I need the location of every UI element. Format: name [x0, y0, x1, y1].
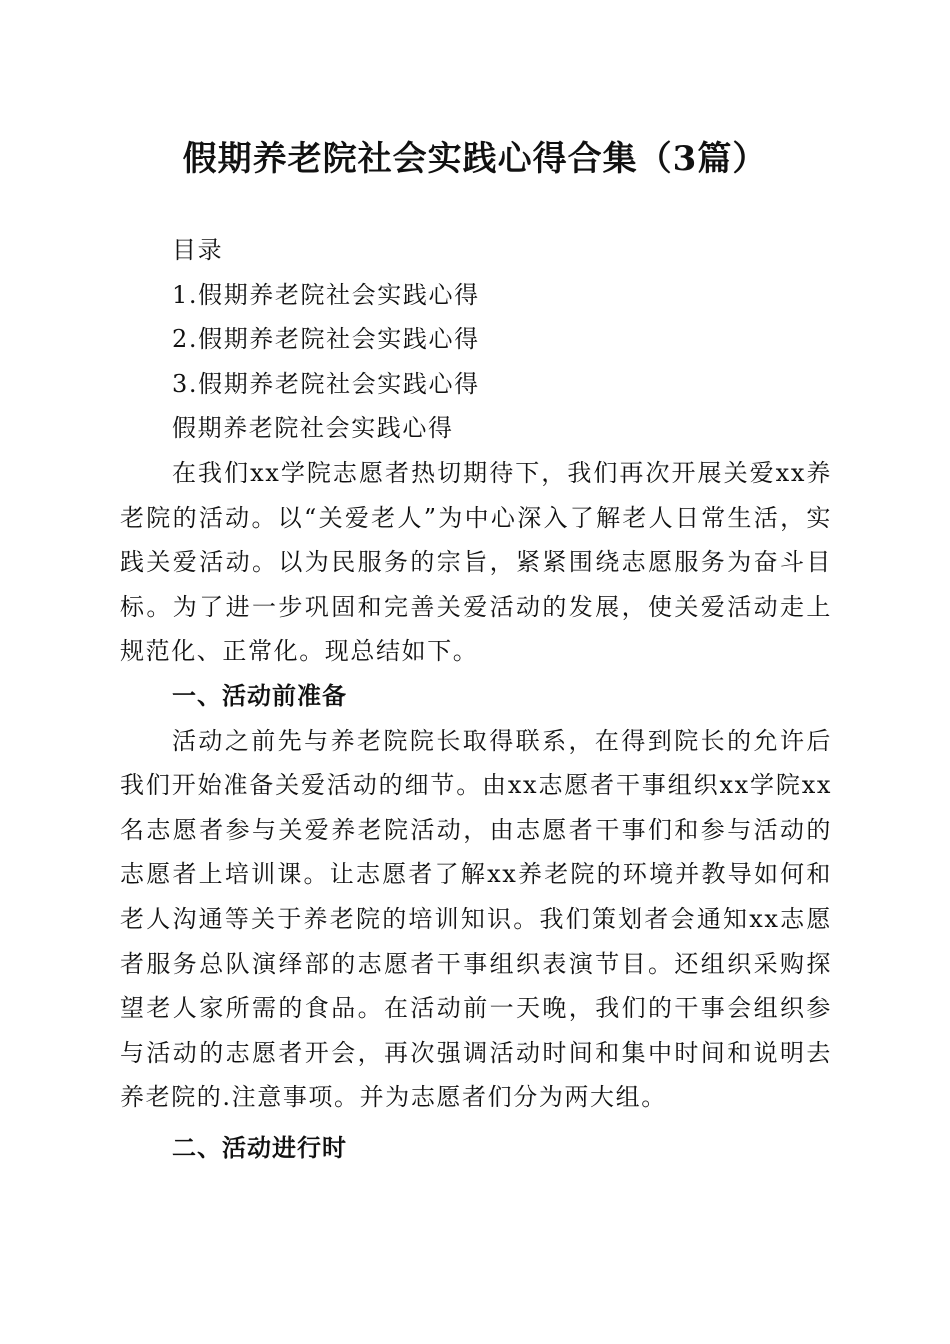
- toc-label: 目录: [172, 236, 224, 264]
- toc-item: 3.假期养老院社会实践心得: [172, 369, 480, 398]
- toc-item: 1.假期养老院社会实践心得: [172, 280, 480, 309]
- document-title: 假期养老院社会实践心得合集（3篇）: [182, 139, 768, 179]
- section-heading-preparation: 一、活动前准备: [172, 681, 347, 710]
- section-heading-in-progress: 二、活动进行时: [172, 1133, 347, 1162]
- intro-paragraph: 在我们xx学院志愿者热切期待下，我们再次开展关爱xx养老院的活动。以“关爱老人”为中心深入了解老人日常生活，实践关爱活动。以为民服务的宗旨，紧紧围绕志愿服务为奋斗目标。为了进一步巩固和完善关爱活动的发展，使关爱活动走上规范化、正常化。现总结如下。: [120, 458, 832, 666]
- document-body: [120, 228, 832, 1170]
- article-title: 假期养老院社会实践心得: [172, 414, 454, 443]
- section-paragraph-preparation: 活动之前先与养老院院长取得联系，在得到院长的允许后我们开始准备关爱活动的细节。由xx志愿者干事组织xx学院xx名志愿者参与关爱养老院活动，由志愿者干事们和参与活动的志愿者上培训课。让志愿者了解xx养老院的环境并教导如何和老人沟通等关于养老院的培训知识。我们策划者会通知xx志愿者服务总队演绎部的志愿者干事组织表演节目。还组织采购探望老人家所需的食品。在活动前一天晚，我们的干事会组织参与活动的志愿者开会，再次强调活动时间和集中时间和说明去养老院的.注意事项。并为志愿者们分为两大组。: [120, 726, 832, 1112]
- toc-item: 2.假期养老院社会实践心得: [172, 325, 480, 354]
